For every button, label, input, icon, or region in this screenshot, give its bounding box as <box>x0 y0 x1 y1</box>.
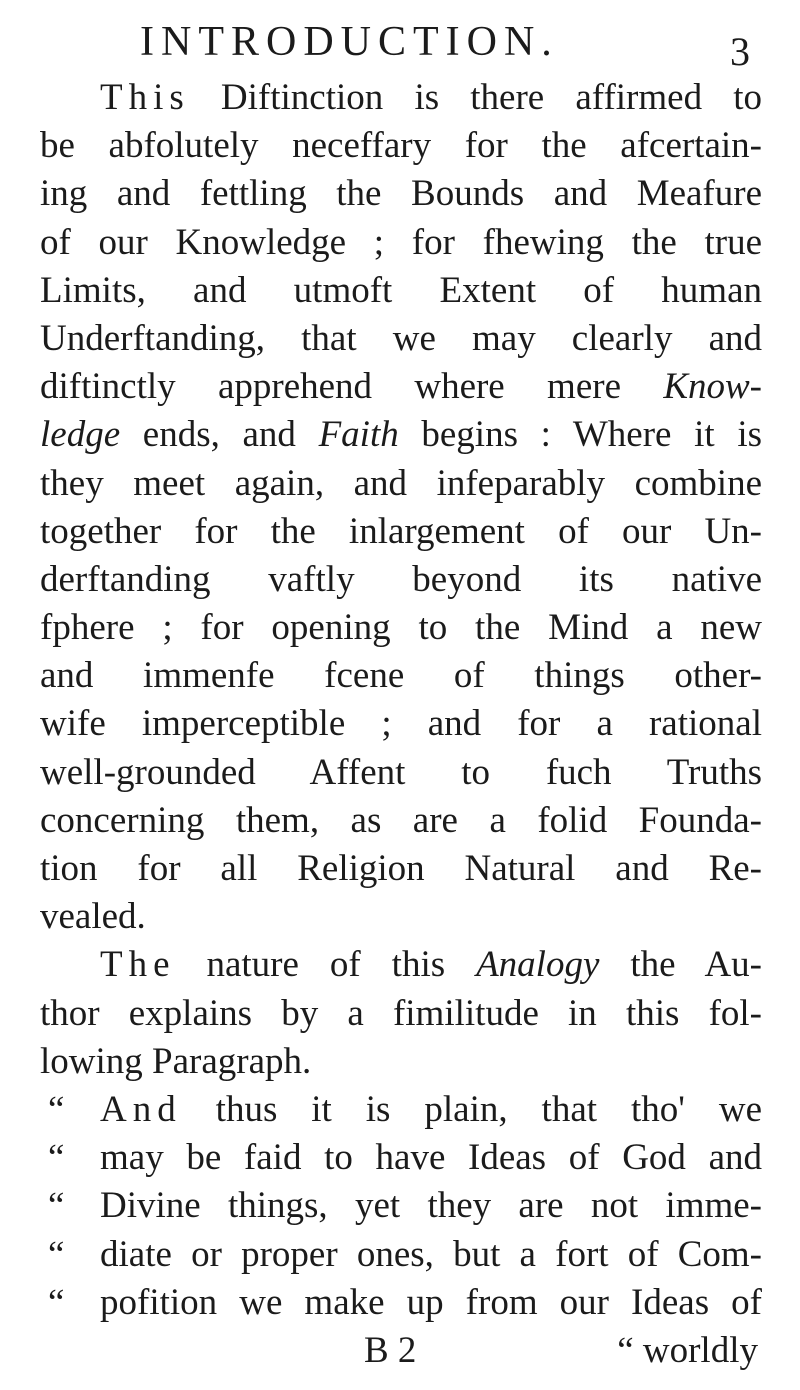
text-line: they meet again, and infeparably combine <box>40 462 762 504</box>
text-line: lowing Paragraph. <box>40 1040 312 1082</box>
quote-line <box>40 1182 762 1230</box>
text-line: Underftanding, that we may clearly and <box>40 317 762 359</box>
text-line: thor explains by a fimilitude in this fol- <box>40 992 762 1034</box>
text-run: ends, and <box>120 414 319 456</box>
text-run: Diftinction is there affirmed to <box>189 77 762 118</box>
text-run: diftinctly apprehend where mere <box>40 366 664 408</box>
text-run: begins : Where it is <box>398 414 762 456</box>
signature-mark: B 2 <box>364 1329 417 1371</box>
text-line: wife imperceptible ; and for a rational <box>40 703 762 745</box>
text-line <box>40 941 762 989</box>
quote-line <box>40 1279 762 1327</box>
italic-run: ledge <box>40 414 121 456</box>
quote-mark: “ <box>48 1233 65 1275</box>
book-page <box>40 0 770 1390</box>
text-run: the Au- <box>599 944 762 986</box>
text-line: fphere ; for opening to the Mind a new <box>40 607 762 649</box>
italic-run: Faith <box>318 414 399 456</box>
text-line: together for the inlargement of our Un- <box>40 510 762 552</box>
text-run: thus it is plain, that tho' we <box>181 1088 762 1130</box>
text-line: ing and fettling the Bounds and Meafure <box>40 173 762 215</box>
text-run: diate or proper ones, but a fort of Com- <box>100 1233 762 1275</box>
quote-line <box>40 1134 762 1182</box>
text-run: may be faid to have Ideas of God and <box>100 1137 762 1179</box>
quote-mark: “ <box>48 1137 65 1179</box>
quote-line <box>40 1086 762 1134</box>
text-line: of our Knowledge ; for fhewing the true <box>40 221 762 263</box>
text-run: pofition we make up from our Ideas of <box>100 1281 762 1323</box>
footer-line <box>40 1327 762 1375</box>
catchword-text: worldly <box>642 1329 758 1371</box>
text-line <box>40 363 762 411</box>
text-line: tion for all Religion Natural and Re- <box>40 848 762 889</box>
text-line: and immenfe fcene of things other- <box>40 655 762 697</box>
italic-run: Analogy <box>476 944 600 986</box>
body-text <box>40 74 762 1375</box>
text-run: nature of this <box>175 944 477 986</box>
text-line <box>40 411 762 459</box>
quote-line <box>40 1231 762 1279</box>
small-caps-lead: This <box>100 77 190 118</box>
text-line: vealed. <box>40 896 146 938</box>
quote-mark: “ <box>48 1185 65 1227</box>
quote-mark: “ <box>48 1088 65 1130</box>
catchword <box>617 1327 758 1375</box>
small-caps-lead: The <box>100 944 176 986</box>
text-line: derftanding vaftly beyond its native <box>40 558 762 600</box>
text-line: concerning them, as are a folid Founda- <box>40 799 762 841</box>
text-line: be abfolutely neceffary for the afcertain- <box>40 125 762 167</box>
text-line <box>40 74 762 122</box>
running-head <box>140 14 770 74</box>
italic-run: Know- <box>663 366 762 408</box>
small-caps-lead: And <box>100 1088 182 1130</box>
page-number: 3 <box>730 29 750 74</box>
text-run: Divine things, yet they are not imme- <box>100 1185 762 1227</box>
text-line: well-grounded Affent to fuch Truths <box>40 751 762 793</box>
text-line: Limits, and utmoft Extent of human <box>40 269 762 311</box>
quote-mark: “ <box>48 1281 65 1323</box>
quote-mark: “ <box>617 1329 634 1371</box>
running-title: INTRODUCTION. <box>140 19 559 65</box>
